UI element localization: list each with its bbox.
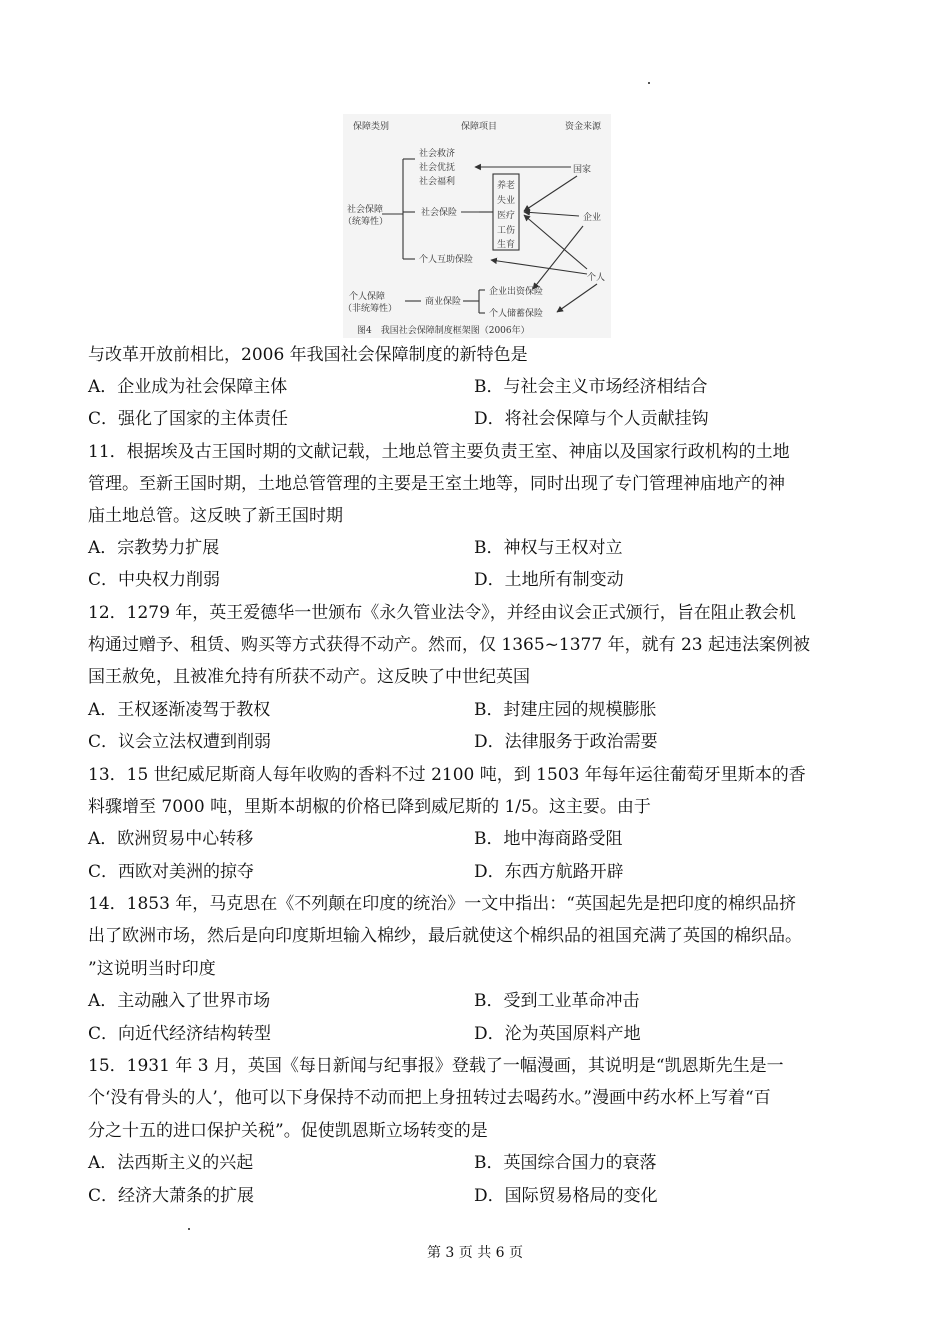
diagram-item: 社会福利 bbox=[419, 177, 456, 187]
question-stem: 12．1279 年，英王爱德华一世颁布《永久管业法令》，并经由议会正式颁行，旨在阻止教会机 bbox=[88, 603, 796, 623]
diagram-header: 资金来源 bbox=[565, 122, 602, 132]
diagram-item: 商业保险 bbox=[425, 297, 462, 307]
option-c[interactable]: C．向近代经济结构转型 bbox=[88, 1024, 272, 1044]
option-b[interactable]: B．地中海商路受阻 bbox=[474, 829, 623, 849]
diagram-header: 保障类别 bbox=[353, 122, 390, 132]
diagram-header: 保障项目 bbox=[461, 122, 498, 132]
diagram-item: 个人互助保险 bbox=[419, 255, 474, 265]
diagram-label: （统筹性） bbox=[343, 217, 389, 227]
option-a[interactable]: A．法西斯主义的兴起 bbox=[88, 1153, 254, 1173]
diagram-svg bbox=[343, 114, 611, 338]
scan-speck bbox=[188, 1228, 190, 1230]
funding-source: 个人 bbox=[587, 273, 606, 283]
insurance-type: 失业 bbox=[497, 196, 516, 206]
question-stem: 管理。至新王国时期，土地总管管理的主要是王室土地等，同时出现了专门管理神庙地产的神 bbox=[88, 474, 785, 494]
insurance-type: 养老 bbox=[497, 181, 516, 191]
question-stem: 个‘没有骨头的人’，他可以下身保持不动而把上身扭转过去喝药水。”漫画中药水杯上写着“百 bbox=[88, 1088, 771, 1108]
option-d[interactable]: D．将社会保障与个人贡献挂钩 bbox=[474, 409, 709, 429]
option-b[interactable]: B．封建庄园的规模膨胀 bbox=[474, 700, 657, 720]
question-stem: 国王赦免，且被准允持有所获不动产。这反映了中世纪英国 bbox=[88, 667, 530, 687]
option-a[interactable]: A．王权逐渐凌驾于教权 bbox=[88, 700, 271, 720]
option-b[interactable]: B．与社会主义市场经济相结合 bbox=[474, 377, 708, 397]
option-b[interactable]: B．英国综合国力的衰落 bbox=[474, 1153, 657, 1173]
option-a[interactable]: A．宗教势力扩展 bbox=[88, 538, 220, 558]
insurance-type: 工伤 bbox=[497, 226, 516, 236]
insurance-type: 医疗 bbox=[497, 211, 516, 221]
funding-source: 企业 bbox=[583, 213, 602, 223]
option-d[interactable]: D．法律服务于政治需要 bbox=[474, 732, 658, 752]
question-stem: 分之十五的进口保护关税”。促使凯恩斯立场转变的是 bbox=[88, 1121, 488, 1141]
question-stem: 13．15 世纪威尼斯商人每年收购的香料不过 2100 吨，到 1503 年每年运往葡萄牙里斯本的香 bbox=[88, 765, 806, 785]
diagram-item: 个人储蓄保险 bbox=[489, 309, 544, 319]
option-b[interactable]: B．神权与王权对立 bbox=[474, 538, 623, 558]
insurance-type: 生育 bbox=[497, 240, 516, 250]
diagram-label: （非统筹性） bbox=[343, 304, 398, 314]
question-stem: ”这说明当时印度 bbox=[88, 959, 216, 979]
option-d[interactable]: D．沦为英国原料产地 bbox=[474, 1024, 641, 1044]
option-c[interactable]: C．西欧对美洲的掠夺 bbox=[88, 862, 255, 882]
page-footer: 第 3 页 共 6 页 bbox=[426, 1245, 524, 1261]
social-security-framework-diagram bbox=[343, 114, 611, 338]
option-a[interactable]: A．企业成为社会保障主体 bbox=[88, 377, 288, 397]
diagram-item: 企业出资保险 bbox=[489, 287, 544, 297]
option-c[interactable]: C．议会立法权遭到削弱 bbox=[88, 732, 272, 752]
option-d[interactable]: D．东西方航路开辟 bbox=[474, 862, 624, 882]
question-stem: 出了欧洲市场，然后是向印度斯坦输入棉纱，最后就使这个棉织品的祖国充满了英国的棉织品。 bbox=[88, 926, 802, 946]
question-stem: 料骤增至 7000 吨，里斯本胡椒的价格已降到威尼斯的 1/5。这主要。由于 bbox=[88, 797, 651, 817]
figure-caption: 图4 我国社会保障制度框架图（2006年） bbox=[357, 326, 530, 336]
funding-source: 国家 bbox=[573, 165, 592, 175]
diagram-item: 社会优抚 bbox=[419, 163, 456, 173]
diagram-item: 社会保险 bbox=[421, 208, 458, 218]
option-b[interactable]: B．受到工业革命冲击 bbox=[474, 991, 640, 1011]
option-c[interactable]: C．中央权力削弱 bbox=[88, 570, 221, 590]
scan-speck bbox=[648, 82, 650, 84]
option-a[interactable]: A．欧洲贸易中心转移 bbox=[88, 829, 254, 849]
question-stem: 11．根据埃及古王国时期的文献记载，土地总管主要负责王室、神庙以及国家行政机构的土地 bbox=[88, 442, 790, 462]
diagram-item: 社会救济 bbox=[419, 149, 456, 159]
question-stem: 14．1853 年，马克思在《不列颠在印度的统治》一文中指出：“英国起先是把印度的棉织品挤 bbox=[88, 894, 796, 914]
diagram-label: 社会保障 bbox=[347, 205, 384, 215]
option-d[interactable]: D．国际贸易格局的变化 bbox=[474, 1186, 658, 1206]
question-stem: 15．1931 年 3 月，英国《每日新闻与纪事报》登载了一幅漫画，其说明是“凯恩斯先生是一 bbox=[88, 1056, 784, 1076]
question-stem: 与改革开放前相比，2006 年我国社会保障制度的新特色是 bbox=[88, 345, 528, 365]
option-c[interactable]: C．经济大萧条的扩展 bbox=[88, 1186, 255, 1206]
question-stem: 构通过赠予、租赁、购买等方式获得不动产。然而，仅 1365~1377 年，就有 23 起违法案例被 bbox=[88, 635, 811, 655]
question-stem: 庙土地总管。这反映了新王国时期 bbox=[88, 506, 343, 526]
diagram-label: 个人保障 bbox=[349, 292, 386, 302]
option-c[interactable]: C．强化了国家的主体责任 bbox=[88, 409, 289, 429]
option-d[interactable]: D．土地所有制变动 bbox=[474, 570, 624, 590]
option-a[interactable]: A．主动融入了世界市场 bbox=[88, 991, 271, 1011]
